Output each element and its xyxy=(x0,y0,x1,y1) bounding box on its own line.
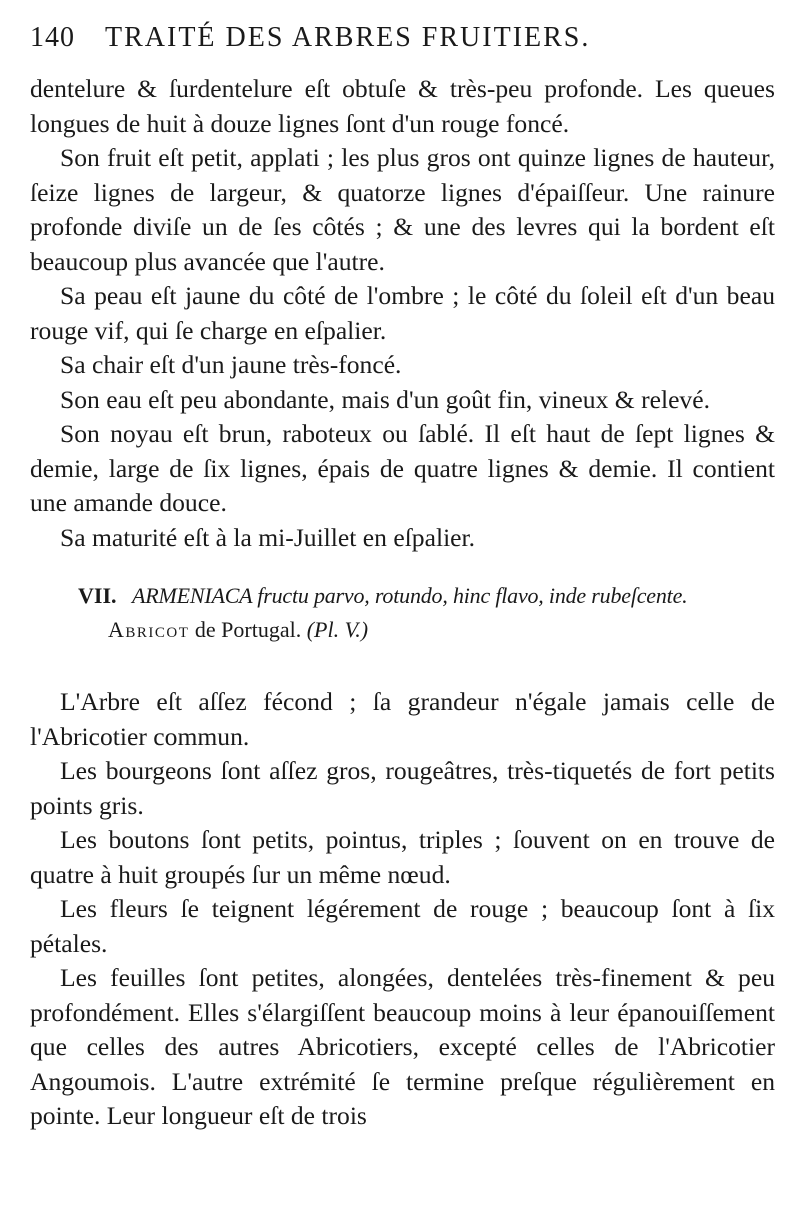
paragraph: Sa peau eſt jaune du côté de l'ombre ; le côté du ſoleil eſt d'un beau rouge vif, qui ſe charge en eſpalier. xyxy=(30,281,775,345)
paragraph: Son noyau eſt brun, raboteux ou ſablé. Il eſt haut de ſept lignes & demie, large de ſix lignes, épais de quatre lignes & demie. Il contient une amande douce. xyxy=(30,419,775,517)
variety-first-word: Abricot xyxy=(108,617,190,642)
paragraph: L'Arbre eſt aſſez fécond ; ſa grandeur n'égale jamais celle de l'Abricotier commun. xyxy=(30,687,775,751)
page-header xyxy=(30,22,770,62)
paragraphs-before-section xyxy=(30,72,775,555)
section-heading xyxy=(30,579,775,613)
paragraphs-after-section xyxy=(30,685,775,1134)
page-number: 140 xyxy=(30,22,75,53)
paragraph: Sa chair eſt d'un jaune très-foncé. xyxy=(60,350,402,379)
paragraph: Les feuilles ſont petites, alongées, dentelées très-finement & peu profondément. Elles s'élargiſſent beaucoup moins à leur épanouiſſement que celles des autres Abricotiers, excepté celles de l'Abricotier Angoumois. L'autre extrémité ſe termine preſque régulièrement en pointe. Leur longueur eſt de trois xyxy=(30,963,775,1130)
paragraph: Les boutons ſont petits, pointus, triples ; ſouvent on en trouve de quatre à huit groupés ſur un même nœud. xyxy=(30,825,775,889)
plate-reference: (Pl. V.) xyxy=(306,617,369,642)
running-title: TRAITÉ DES ARBRES FRUITIERS. xyxy=(105,22,591,53)
latin-name: ARMENIACA fructu parvo, rotundo, hinc flavo, inde rubeſcente. xyxy=(132,583,688,608)
variety-rest: de Portugal. xyxy=(194,617,302,642)
paragraph: Les bourgeons ſont aſſez gros, rougeâtres, très-tiquetés de fort petits points gris. xyxy=(30,756,775,820)
body-text xyxy=(30,72,775,1134)
paragraph: Sa maturité eſt à la mi-Juillet en eſpalier. xyxy=(60,522,476,552)
paragraph: dentelure & ſurdentelure eſt obtuſe & très-peu profonde. Les queues longues de huit à douze lignes ſont d'un rouge foncé. xyxy=(30,74,775,138)
variety-name xyxy=(30,613,775,647)
paragraph: Son eau eſt peu abondante, mais d'un goût fin, vineux & relevé. xyxy=(60,384,710,414)
paragraph: Les fleurs ſe teignent légérement de rouge ; beaucoup ſont à ſix pétales. xyxy=(30,894,775,958)
section-number: VII. xyxy=(78,583,117,608)
paragraph: Son fruit eſt petit, applati ; les plus gros ont quinze lignes de hauteur, ſeize lignes de largeur, & quatorze lignes d'épaiſſeur. Une rainure profonde diviſe un de ſes côtés ; & une des levres qui la bordent eſt beaucoup plus avancée que l'autre. xyxy=(30,143,775,276)
